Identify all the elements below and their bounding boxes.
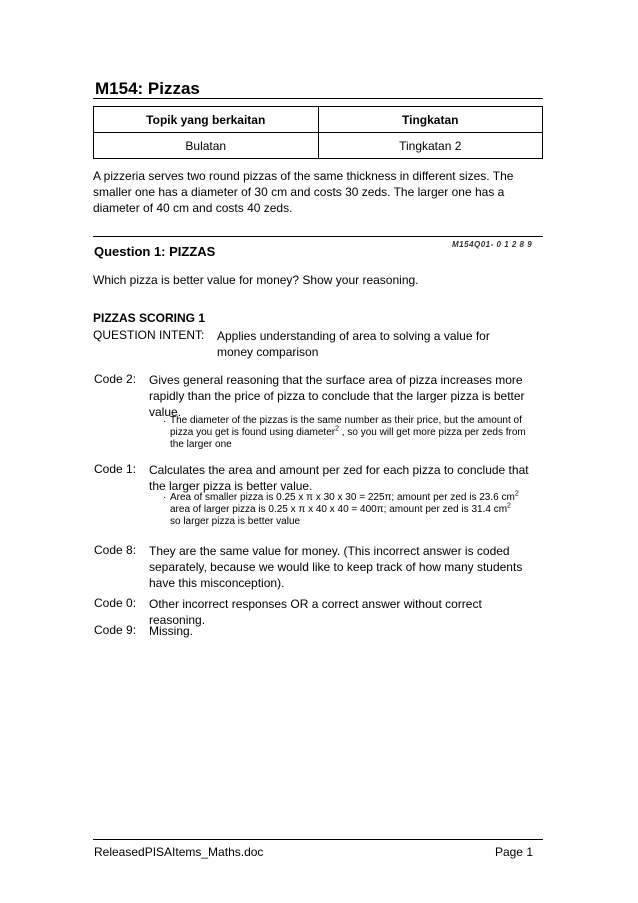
line2-text: area of larger pizza is 0.25 x π x 40 x 40 = 400π; amount per zed is 31.4 cm	[170, 504, 508, 515]
bullet-icon: ·	[163, 492, 167, 503]
code-1-label: Code 1:	[94, 462, 137, 476]
line1-text: Area of smaller pizza is 0.25 x π x 30 x 30 = 225π; amount per zed is 23.6 cm	[170, 492, 515, 503]
footer-divider	[93, 839, 543, 840]
code-0-text: Other incorrect responses OR a correct answer without correct reasoning.	[149, 597, 482, 627]
table-row	[94, 133, 543, 159]
superscript: 2	[335, 425, 340, 433]
code-1-example-line2	[170, 504, 540, 516]
topic-value: Bulatan	[94, 133, 319, 159]
code-9-text: Missing.	[149, 624, 194, 638]
level-value: Tingkatan 2	[318, 133, 543, 159]
code-2-example-part2: , so you will get more pizza per zeds from the larger one	[170, 427, 526, 450]
bullet-icon: ·	[163, 416, 167, 427]
intro-paragraph: A pizzeria serves two round pizzas of the same thickness in different sizes. The smaller one has a diameter of 30 cm and costs 30 zeds. The larger one has a diameter of 40 cm and costs 40 zeds.	[93, 169, 514, 215]
intent-label: QUESTION INTENT:	[93, 328, 205, 342]
topic-header: Topik yang berkaitan	[94, 107, 319, 133]
title-divider	[93, 98, 543, 99]
code-2-text: Gives general reasoning that the surface area of pizza increases more rapidly than the price of pizza to conclude that the larger pizza is better value.	[149, 373, 525, 419]
code-9-label: Code 9:	[94, 623, 137, 637]
code-1-example-line1	[170, 492, 540, 504]
code-2-example-part1: The diameter of the pizzas is the same number as their price, but the amount of pizza you get is found using diameter	[170, 415, 522, 438]
level-header: Tingkatan	[318, 107, 543, 133]
question-divider	[93, 236, 543, 237]
question-title: Question 1: PIZZAS	[94, 244, 216, 259]
scoring-title: PIZZAS SCORING 1	[93, 311, 206, 325]
question-text: Which pizza is better value for money? Show your reasoning.	[93, 273, 419, 287]
code-2-label: Code 2:	[94, 372, 137, 386]
code-8-text: They are the same value for money. (This incorrect answer is coded separately, because we would like to keep track of how many students have this misconception).	[149, 544, 523, 590]
footer-page-number: Page 1	[494, 845, 533, 859]
code-2-example	[170, 415, 540, 451]
superscript: 2	[507, 502, 511, 510]
intent-text: Applies understanding of area to solving a value for money comparison	[217, 329, 490, 359]
topic-table	[93, 106, 543, 159]
superscript: 2	[514, 490, 519, 498]
code-0-label: Code 0:	[94, 596, 137, 610]
footer-filename: ReleasedPISAItems_Maths.doc	[94, 845, 264, 859]
code-8-label: Code 8:	[94, 543, 137, 557]
question-code: M154Q01- 0 1 2 8 9	[452, 240, 533, 249]
code-1-text: Calculates the area and amount per zed for each pizza to conclude that the larger pizza is better value.	[149, 463, 529, 493]
table-row	[94, 107, 543, 133]
code-1-example	[170, 492, 540, 528]
page-title: M154: Pizzas	[95, 79, 200, 98]
code-1-example-line3: so larger pizza is better value	[170, 516, 301, 527]
